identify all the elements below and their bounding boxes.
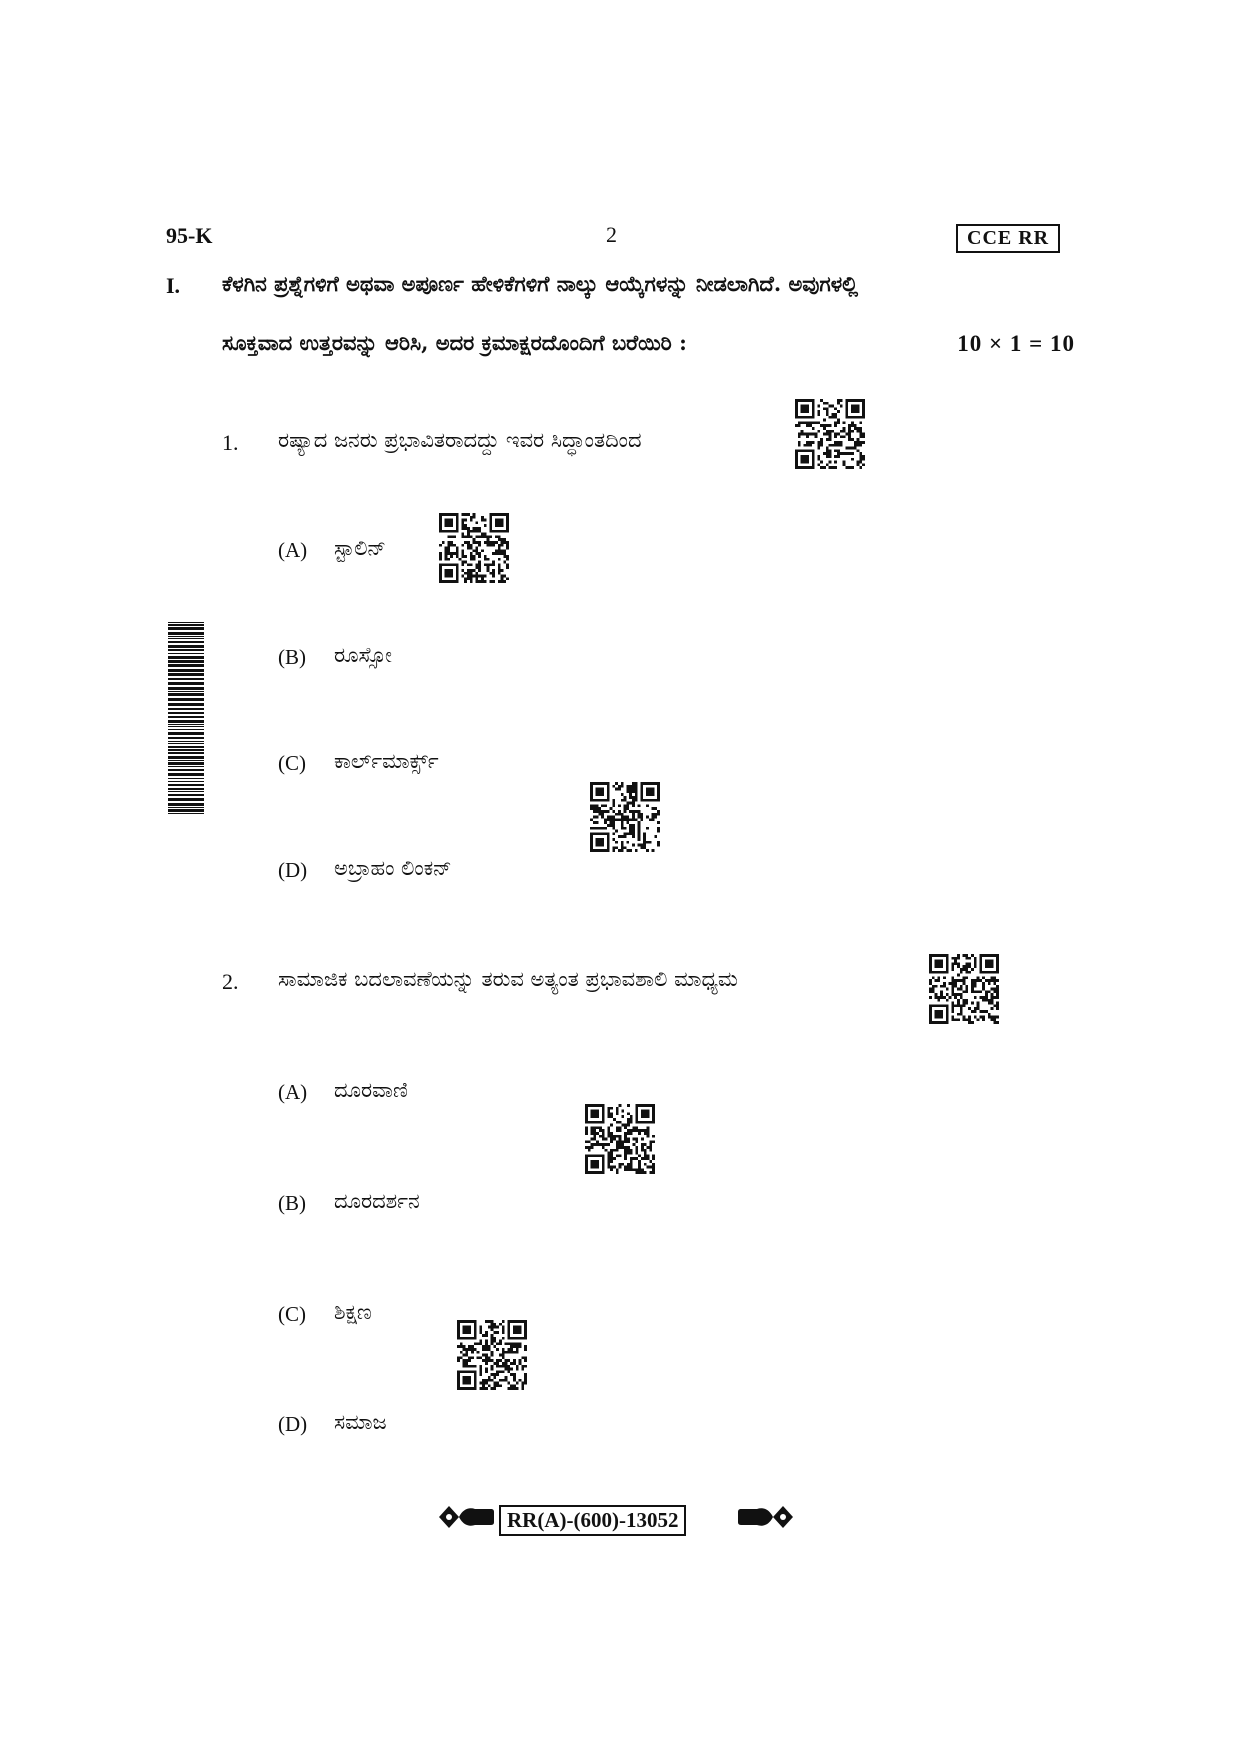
q2-option-a-text: ದೂರವಾಣಿ — [334, 1078, 408, 1102]
question-2-text: ಸಾಮಾಜಿಕ ಬದಲಾವಣೆಯನ್ನು ತರುವ ಅತ್ಯಂತ ಪ್ರಭಾವಶಾಲಿ ಮಾಧ್ಯಮ — [278, 967, 738, 991]
qr-code-image — [590, 782, 660, 852]
question-2-number: 2. — [222, 969, 239, 994]
paper-code: 95-K — [166, 223, 213, 248]
q2-option-a-label: (A) — [278, 1080, 308, 1104]
q1-option-b-text: ರೂಸ್ಸೋ — [334, 643, 392, 667]
q1-option-a-text: ಸ್ಟಾಲಿನ್ — [334, 536, 386, 560]
section-number: I. — [166, 273, 181, 298]
instruction-line-2: ಸೂಕ್ತವಾದ ಉತ್ತರವನ್ನು ಆರಿಸಿ, ಅದರ ಕ್ರಮಾಕ್ಷರದೊಂದಿಗೆ ಬರೆಯಿರಿ : — [222, 330, 687, 355]
q2-option-c-text: ಶಿಕ್ಷಣ — [334, 1300, 372, 1324]
ornament-left-icon — [437, 1500, 495, 1534]
qr-code-image — [585, 1104, 655, 1174]
instruction-line-1: ಕೆಳಗಿನ ಪ್ರಶ್ನೆಗಳಿಗೆ ಅಥವಾ ಅಪೂರ್ಣ ಹೇಳಿಕೆಗಳಿಗೆ ನಾಲ್ಕು ಆಯ್ಕೆಗಳನ್ನು ನೀಡಲಾಗಿದೆ. ಅವುಗಳಲ್ಲಿ — [222, 271, 859, 296]
barcode-image — [168, 622, 204, 814]
footer-code: RR(A)-(600)-13052 — [499, 1505, 686, 1536]
q2-option-c-label: (C) — [278, 1302, 306, 1326]
qr-code-image — [929, 954, 999, 1024]
question-1-text: ರಷ್ಯಾದ ಜನರು ಪ್ರಭಾವಿತರಾದದ್ದು ಇವರ ಸಿದ್ಧಾಂತದಿಂದ — [278, 428, 642, 452]
q1-option-d-label: (D) — [278, 858, 308, 882]
q1-option-a-label: (A) — [278, 538, 308, 562]
q2-option-b-label: (B) — [278, 1191, 306, 1215]
question-1-number: 1. — [222, 430, 239, 455]
marks-allocation: 10 × 1 = 10 — [957, 331, 1075, 356]
q2-option-d-text: ಸಮಾಜ — [334, 1410, 387, 1434]
scheme-tag: CCE RR — [956, 224, 1060, 253]
q1-option-b-label: (B) — [278, 645, 306, 669]
ornament-right-icon — [737, 1500, 795, 1534]
q1-option-c-label: (C) — [278, 751, 306, 775]
page-number: 2 — [606, 222, 617, 247]
qr-code-image — [457, 1320, 527, 1390]
q1-option-d-text: ಅಬ್ರಾಹಂ ಲಿಂಕನ್ — [334, 856, 452, 880]
qr-code-image — [795, 399, 865, 469]
q2-option-b-text: ದೂರದರ್ಶನ — [334, 1189, 420, 1213]
q1-option-c-text: ಕಾರ್ಲ್‌ಮಾರ್ಕ್ಸ್ — [334, 749, 439, 773]
q2-option-d-label: (D) — [278, 1412, 308, 1436]
qr-code-image — [439, 513, 509, 583]
